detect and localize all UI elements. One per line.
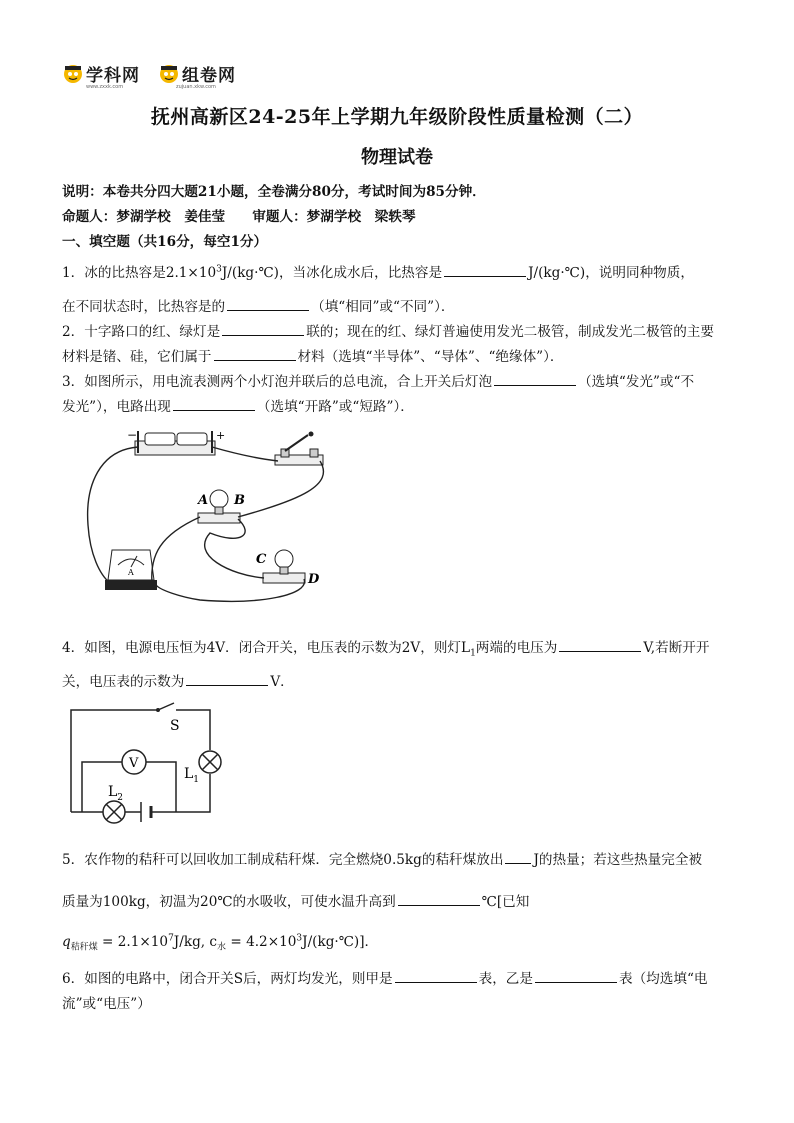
xuekewang-text: 学科网 [86,65,140,86]
q3-line2: 发光”），电路出现 （选填“开路”或“短路”）． [62,399,414,415]
q4-line1: 4．如图，电源电压恒为4V．闭合开关，电压表的示数为2V，则灯$L_1$两端的电压为 V,若断开开 [62,640,710,659]
lamp-l2-icon [103,801,125,823]
exam-subtitle: 物理试卷 [361,147,433,168]
q3-circuit-figure [80,425,340,610]
exam-note: 说明：本卷共分四大题21小题，全卷满分80分，考试时间为85分钟． [62,184,486,200]
ammeter-label: A [128,568,134,577]
q5-line2: 质量为100kg，初温为20℃的水吸收，可使水温升高到 ℃[已知 [62,894,530,910]
knife-switch-icon [275,432,323,466]
q6-line2: 流”或“电压”） [62,996,151,1012]
terminal-a-label: A [198,493,209,508]
q4-circuit-figure [66,700,226,830]
q1-line1: 1．冰的比热容是$2.1\times 10^3J/(kg\cdot℃)$，当冰化成水后，比热容是 J/(kg·℃)，说明同种物质， [62,264,694,281]
q2-blank1[interactable] [222,323,304,336]
q1-blank1[interactable] [444,264,526,277]
q3-line1: 3．如图所示，用电流表测两个小灯泡并联后的总电流，合上开关后灯泡 （选填“发光”或“不 [62,374,695,390]
xuekewang-mascot-icon [62,62,84,84]
q2-blank2[interactable] [214,348,296,361]
xuekewang-url: www.zxxk.com [86,84,124,90]
q1-line2: 在不同状态时，比热容是的 （填“相同”或“不同”）． [62,299,455,315]
zujuanwang-text: 组卷网 [182,65,236,86]
exam-authors: 命题人：梦湖学校 姜佳莹 审题人：梦湖学校 梁轶琴 [62,209,416,225]
q2-line1: 2．十字路口的红、绿灯是 联的；现在的红、绿灯普遍使用发光二极管，制成发光二极管的主要 [62,324,714,340]
xuekewang-logo [62,61,140,86]
q6-blank2[interactable] [535,970,617,983]
q1-blank2[interactable] [227,298,309,311]
q5-blank2[interactable] [398,893,480,906]
zujuanwang-url: zujuan.xkw.com [176,84,216,90]
switch-s-icon [156,703,174,712]
q4-blank1[interactable] [559,639,641,652]
battery-holder-icon [135,431,215,455]
terminal-b-label: B [234,493,245,508]
q3-blank2[interactable] [173,398,255,411]
q4-blank2[interactable] [186,673,268,686]
zujuanwang-mascot-icon [158,62,180,84]
lamp-cd-icon [263,550,305,583]
q4-line2: 关，电压表的示数为 V． [62,674,294,690]
battery-icon [141,802,151,822]
q6-line1: 6．如图的电路中，闭合开关S后，两灯均发光，则甲是 表，乙是 表（均选填“电 [62,971,708,987]
switch-s-label: S [170,718,180,734]
q5-line1: 5．农作物的秸秆可以回收加工制成秸秆煤．完全燃烧0.5kg的秸秆煤放出 J的热量；若这些热量完全被 [62,852,703,868]
q5-line3: $q_{秸秆煤} = 2.1\times 10^7J/kg$, $c_水$ = $4.2\times 10^3J/(kg\cdot℃)$]． [62,933,379,953]
battery-minus-label: − [127,428,138,442]
q6-blank1[interactable] [395,970,477,983]
terminal-d-label: D [308,572,320,587]
q3-blank1[interactable] [494,373,576,386]
section-heading: 一、填空题（共16分，每空1分） [62,234,268,250]
lamp-l1-label: $L_1$ [184,766,200,785]
exam-title: 抚州高新区24-25年上学期九年级阶段性质量检测（二） [150,106,644,128]
voltmeter-label: V [129,756,139,771]
battery-plus-label: + [216,429,226,442]
q2-line2: 材料是锗、硅，它们属于 材料（选填“半导体”、“导体”、“绝缘体”）． [62,349,564,365]
lamp-l2-label: $L_2$ [108,784,124,803]
q5-blank1[interactable] [505,851,531,864]
terminal-c-label: C [256,552,267,567]
zujuanwang-logo [158,61,236,86]
lamp-l1-icon [199,751,221,773]
